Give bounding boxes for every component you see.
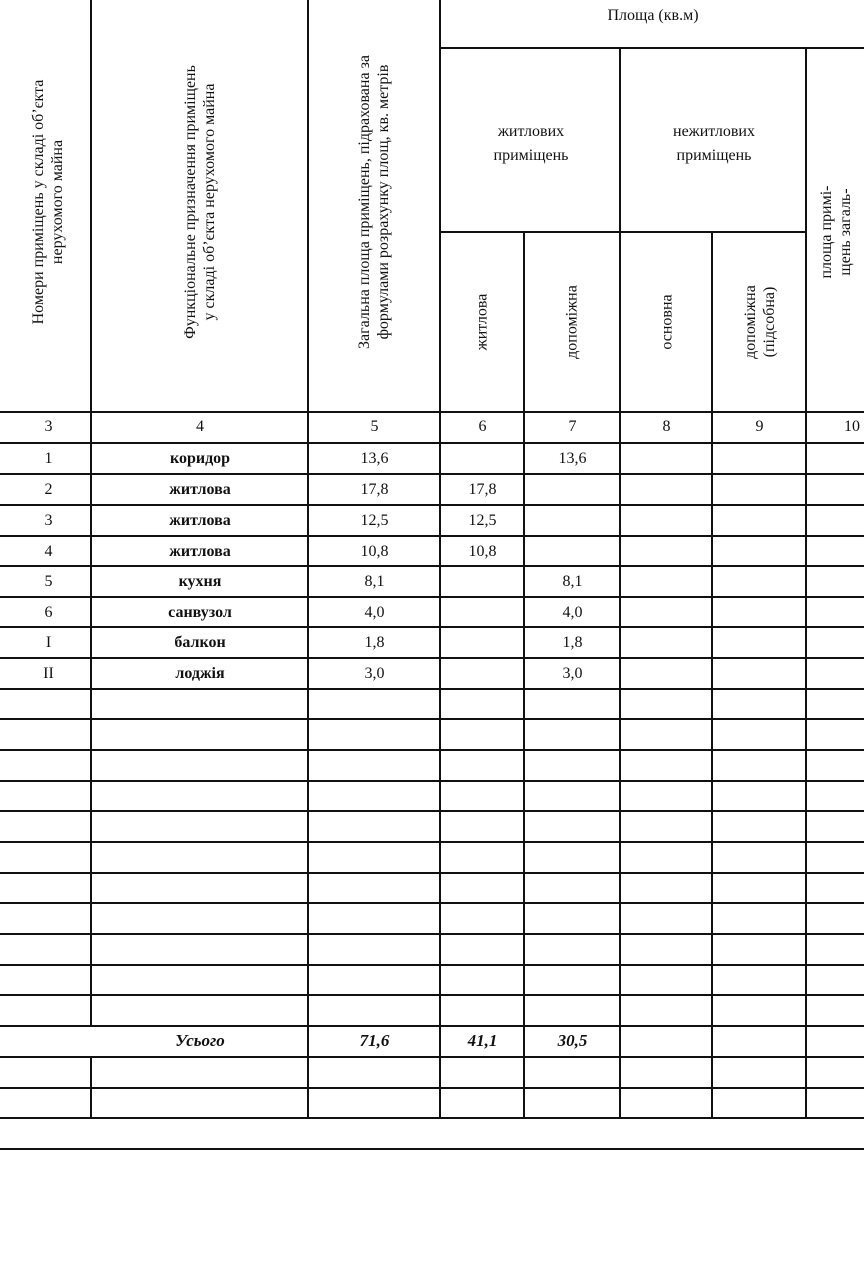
grid-line-horizontal	[440, 231, 806, 233]
total-area-cell: 13,6	[360, 450, 389, 467]
living-area-cell	[441, 659, 524, 689]
colnum-9: 9	[755, 418, 764, 435]
aux-area-cell: 8,1	[562, 573, 583, 590]
room-number-cell: 5	[44, 573, 53, 590]
living-area-cell: 17,8	[468, 481, 497, 498]
aux-area-cell: 4,0	[562, 604, 583, 621]
grid-line-horizontal	[0, 657, 864, 659]
total-label: Усього	[175, 1031, 225, 1050]
grid-line-horizontal	[0, 1117, 864, 1119]
grid-line-horizontal	[0, 749, 864, 751]
total-living: 41,1	[467, 1031, 498, 1050]
colnum-5: 5	[370, 418, 379, 435]
grid-line-vertical	[711, 231, 713, 1117]
total-area-cell: 8,1	[364, 573, 385, 590]
grid-line-horizontal	[0, 565, 864, 567]
grid-line-horizontal	[0, 596, 864, 598]
colnum-10: 10	[844, 418, 860, 435]
living-area-cell	[441, 628, 524, 658]
grid-line-horizontal	[440, 47, 864, 49]
grid-line-horizontal	[0, 933, 864, 935]
aux-area-cell	[525, 506, 620, 536]
aux-area-cell: 1,8	[562, 634, 583, 651]
room-purpose-cell: лоджія	[175, 665, 225, 682]
total-aux: 30,5	[557, 1031, 588, 1050]
grid-line-horizontal	[0, 442, 864, 444]
grid-line-horizontal	[0, 872, 864, 874]
grid-line-horizontal	[0, 504, 864, 506]
residential-group-header: житлових приміщень	[493, 123, 569, 164]
grid-line-vertical	[439, 0, 441, 1117]
grid-line-horizontal	[0, 841, 864, 843]
living-area-cell: 10,8	[468, 543, 497, 560]
grid-line-vertical	[307, 0, 309, 1117]
room-number-cell: 6	[44, 604, 53, 621]
total-area: 71,6	[359, 1031, 390, 1050]
room-number-cell: 4	[44, 543, 53, 560]
room-number-cell: 2	[44, 481, 53, 498]
total-area-cell: 3,0	[364, 665, 385, 682]
room-purpose-cell: житлова	[169, 543, 231, 560]
aux-area-cell	[525, 537, 620, 567]
col6-header: житлова	[473, 293, 491, 351]
living-area-cell: 12,5	[468, 512, 497, 529]
grid-line-horizontal	[0, 473, 864, 475]
colnum-8: 8	[662, 418, 671, 435]
colnum-7: 7	[568, 418, 577, 435]
grid-line-horizontal	[0, 780, 864, 782]
aux-area-cell: 3,0	[562, 665, 583, 682]
living-area-cell	[441, 598, 524, 628]
living-area-cell	[441, 567, 524, 597]
grid-line-vertical	[90, 0, 92, 1025]
total-area-cell: 4,0	[364, 604, 385, 621]
total-area-cell: 12,5	[360, 512, 389, 529]
col9-header: допоміжна (підсобна)	[742, 285, 778, 359]
total-area-cell: 17,8	[360, 481, 389, 498]
room-number-cell: I	[45, 634, 52, 651]
room-number-cell: II	[43, 665, 54, 682]
grid-line-horizontal	[0, 1025, 864, 1027]
col10-header: площа примі- щень загаль-	[818, 185, 854, 279]
colnum-4: 4	[196, 418, 204, 435]
living-area-cell	[441, 444, 524, 474]
col8-header: основна	[658, 294, 676, 350]
room-purpose-cell: санвузол	[168, 604, 232, 621]
grid-line-horizontal	[0, 718, 864, 720]
room-number-cell: 1	[44, 450, 53, 467]
grid-line-horizontal	[0, 411, 864, 413]
colnum-3: 3	[44, 418, 53, 435]
grid-line-horizontal	[0, 1087, 864, 1089]
area-group-header: Площа (кв.м)	[607, 7, 699, 24]
grid-line-vertical	[805, 47, 807, 1117]
col5-header: Загальна площа приміщень, підрахована за формулами розрахунку площ, кв. метрів	[356, 55, 392, 349]
aux-area-cell	[525, 475, 620, 505]
col3-header: Номери приміщень у складі об’єкта нерухомого майна	[30, 79, 66, 325]
room-purpose-cell: житлова	[169, 481, 231, 498]
grid-line-horizontal	[0, 535, 864, 537]
grid-line-vertical	[619, 47, 621, 1117]
grid-line-horizontal	[0, 1056, 864, 1058]
room-number-cell: 3	[44, 512, 53, 529]
grid-line-horizontal	[0, 810, 864, 812]
grid-line-vertical	[90, 1056, 92, 1117]
nonresidential-group-header: нежитлових приміщень	[673, 123, 755, 164]
room-purpose-cell: житлова	[169, 512, 231, 529]
grid-line-horizontal	[0, 626, 864, 628]
colnum-6: 6	[478, 418, 487, 435]
col4-header: Функціональне призначення приміщень у складі об’єкта нерухомого майна	[182, 65, 218, 339]
aux-area-cell: 13,6	[558, 450, 587, 467]
grid-line-horizontal	[0, 964, 864, 966]
room-purpose-cell: кухня	[178, 573, 222, 590]
grid-line-horizontal	[0, 994, 864, 996]
room-purpose-cell: коридор	[169, 450, 231, 467]
total-area-cell: 1,8	[364, 634, 385, 651]
total-area-cell: 10,8	[360, 543, 389, 560]
grid-line-vertical	[523, 231, 525, 1117]
col7-header: допоміжна	[563, 285, 581, 359]
room-purpose-cell: балкон	[174, 634, 226, 651]
grid-line-horizontal	[0, 902, 864, 904]
grid-line-horizontal	[0, 688, 864, 690]
grid-line-horizontal	[0, 1148, 864, 1150]
